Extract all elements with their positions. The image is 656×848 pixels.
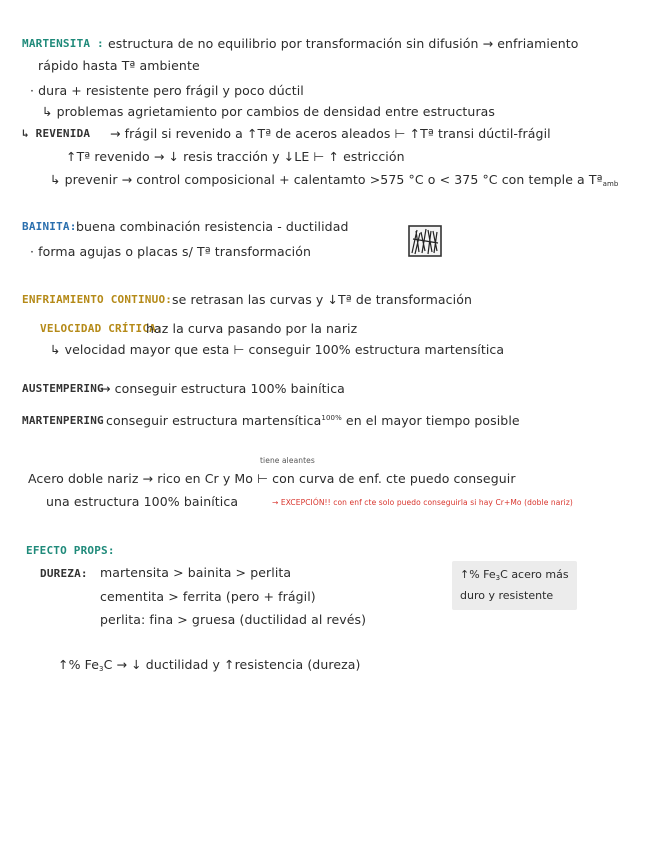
martensita-line-7-text: ↳ prevenir → control composicional + calentamto >575 °C o < 375 °C con temple a Tª [50, 172, 603, 187]
acero-note: tiene aleantes [260, 456, 315, 465]
martenpering-sup: 100% [321, 414, 342, 422]
enfriamiento-line-3: ↳ velocidad mayor que esta ⊢ conseguir 100% estructura martensítica [50, 342, 505, 357]
martensita-heading: MARTENSITA : [22, 37, 104, 50]
martensita-line-7 [50, 172, 618, 188]
efecto-props-heading: EFECTO PROPS: [26, 544, 115, 557]
martenpering-text-a: conseguir estructura martensítica [106, 413, 322, 428]
fe3c-effect-line [58, 657, 361, 673]
bainita-heading: BAINITA: [22, 220, 77, 233]
box-line-1-sub: 3 [495, 574, 501, 582]
austempering-heading: AUSTEMPERING [22, 382, 104, 395]
bainita-line-1: buena combinación resistencia - ductilidad [76, 219, 349, 234]
revenida-label: ↳ REVENIDA [22, 127, 91, 140]
acero-exception-note: → EXCEPCIÓN!! con enf cte solo puedo conseguirla si hay Cr+Mo (doble nariz) [272, 498, 573, 507]
austempering-text: → conseguir estructura 100% bainítica [100, 381, 345, 396]
fe3c-effect-a: ↑% Fe [58, 657, 100, 672]
fe3c-effect-b: C → ↓ ductilidad y ↑resistencia (dureza) [103, 657, 361, 672]
acero-line-1: Acero doble nariz → rico en Cr y Mo ⊢ con curva de enf. cte puedo conseguir [28, 471, 516, 486]
box-line-1-a: ↑% Fe [460, 568, 496, 581]
velocidad-critica-label: VELOCIDAD CRÍTICA: [40, 322, 163, 335]
box-line-1-b: C acero más [500, 568, 569, 581]
fe3c-highlight-box [452, 561, 577, 610]
martensita-line-4: ↳ problemas agrietamiento por cambios de densidad entre estructuras [42, 104, 496, 119]
martenpering-text-b: en el mayor tiempo posible [345, 413, 520, 428]
martenpering-heading: MARTENPERING [22, 414, 104, 427]
bainita-needles-sketch-icon [408, 225, 442, 257]
dureza-line-1: martensita > bainita > perlita [100, 565, 292, 580]
dureza-line-3: perlita: fina > gruesa (ductilidad al revés) [100, 612, 367, 627]
martensita-line-7-sub: amb [602, 180, 619, 188]
martenpering-text [106, 413, 520, 428]
fe3c-effect-sub: 3 [99, 665, 104, 673]
acero-line-2: una estructura 100% bainítica [46, 494, 239, 509]
box-line-1 [460, 566, 569, 587]
martensita-line-5: → frágil si revenido a ↑Tª de aceros aleados ⊢ ↑Tª transi dúctil-frágil [110, 126, 551, 141]
enfriamiento-line-1: se retrasan las curvas y ↓Tª de transformación [172, 292, 472, 307]
dureza-label: DUREZA: [40, 567, 88, 580]
martensita-line-2: rápido hasta Tª ambiente [38, 58, 200, 73]
martensita-line-1: estructura de no equilibrio por transformación sin difusión → enfriamiento [108, 36, 579, 51]
box-line-2: duro y resistente [460, 589, 554, 602]
enfriamiento-heading: ENFRIAMIENTO CONTINUO: [22, 293, 173, 306]
bainita-line-2: · forma agujas o placas s/ Tª transformación [30, 244, 312, 259]
martensita-line-3: · dura + resistente pero frágil y poco dúctil [30, 83, 304, 98]
martensita-line-6: ↑Tª revenido → ↓ resis tracción y ↓LE ⊢ ↑ estricción [66, 149, 405, 164]
dureza-line-2: cementita > ferrita (pero + frágil) [100, 589, 316, 604]
enfriamiento-line-2: haz la curva pasando por la nariz [146, 321, 358, 336]
